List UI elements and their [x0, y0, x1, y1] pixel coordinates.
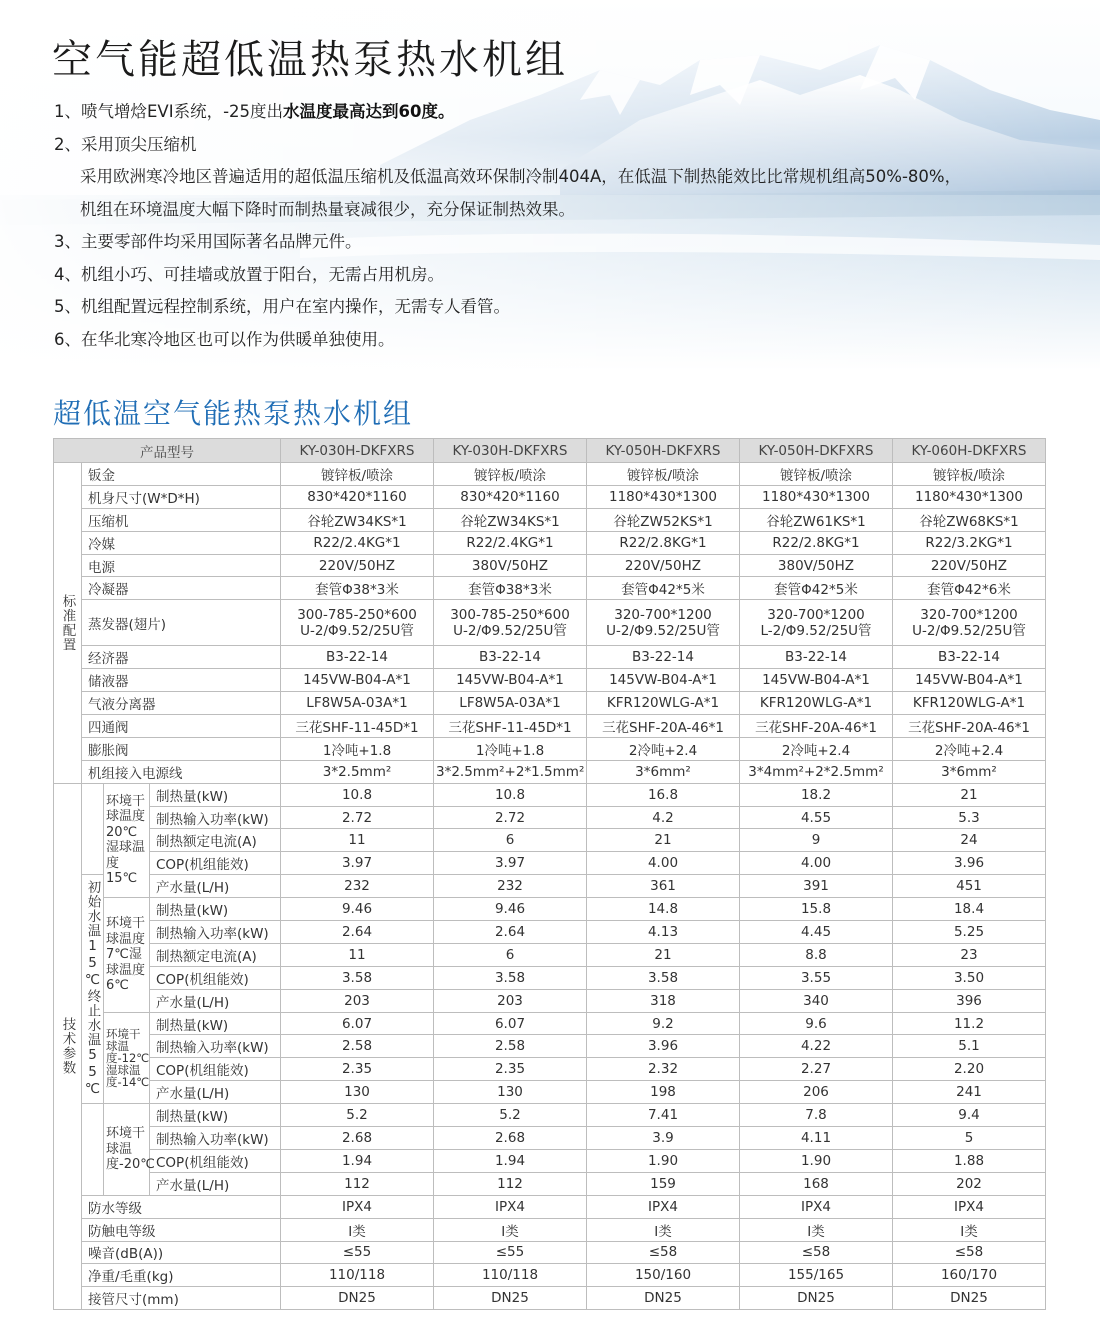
table-cell: 4.45 [740, 921, 893, 944]
feature-item [54, 324, 1094, 357]
table-cell: 谷轮ZW34KS*1 [434, 508, 587, 531]
table-cell: 3*2.5mm²+2*1.5mm² [434, 760, 587, 783]
table-cell: 10.8 [281, 783, 434, 806]
table-cell: 340 [740, 989, 893, 1012]
table-cell: 镀锌板/喷涂 [281, 463, 434, 486]
table-cell: 三花SHF-20A-46*1 [587, 715, 740, 738]
table-row [54, 852, 1046, 875]
table-cell: 套管Φ38*3米 [434, 577, 587, 600]
table-cell: 112 [434, 1172, 587, 1195]
table-cell: 16.8 [587, 783, 740, 806]
table-cell: DN25 [434, 1287, 587, 1310]
table-cell: 3*6mm² [587, 760, 740, 783]
table-cell: 4.11 [740, 1127, 893, 1150]
table-cell: 145VW-B04-A*1 [740, 669, 893, 692]
table-cell: 130 [281, 1081, 434, 1104]
table-cell: 2.35 [281, 1058, 434, 1081]
table-row [54, 1058, 1046, 1081]
table-row [54, 531, 1046, 554]
table-row [54, 439, 1046, 463]
table-row [54, 1264, 1046, 1287]
table-cell: 镀锌板/喷涂 [434, 463, 587, 486]
row-label: 制热输入功率(kW) [150, 1035, 281, 1058]
table-row [54, 577, 1046, 600]
table-cell: R22/3.2KG*1 [893, 531, 1046, 554]
table-cell: 380V/50HZ [434, 554, 587, 577]
table-cell: B3-22-14 [434, 646, 587, 669]
feature-item [54, 129, 1094, 162]
table-row [54, 554, 1046, 577]
table-cell: 套管Φ42*6米 [893, 577, 1046, 600]
table-cell: 396 [893, 989, 1046, 1012]
cell-line: 320-700*1200 [614, 606, 712, 623]
table-cell: DN25 [893, 1287, 1046, 1310]
table-cell: 3.97 [434, 852, 587, 875]
table-cell: 318 [587, 989, 740, 1012]
feature-text: 采用欧洲寒冷地区普遍适用的超低温压缩机及低温高效环保制冷制404A，在低温下制热能效比比常规机组高50%-80%， [80, 167, 962, 186]
section-title: 超低温空气能热泵热水机组 [53, 397, 414, 430]
table-cell: 4.55 [740, 806, 893, 829]
table-cell: 5.2 [434, 1104, 587, 1127]
table-cell: 5.1 [893, 1035, 1046, 1058]
table-cell: R22/2.8KG*1 [740, 531, 893, 554]
table-cell [587, 600, 740, 646]
table-cell: 830*420*1160 [434, 485, 587, 508]
table-cell: 10.8 [434, 783, 587, 806]
row-label: 冷凝器 [82, 577, 281, 600]
table-cell: KFR120WLG-A*1 [893, 692, 1046, 715]
header-label: 产品型号 [54, 439, 281, 463]
table-cell: 4.00 [587, 852, 740, 875]
table-cell: 三花SHF-20A-46*1 [893, 715, 1046, 738]
table-cell: 220V/50HZ [587, 554, 740, 577]
model-header: KY-060H-DKFXRS [893, 439, 1046, 463]
table-row [54, 829, 1046, 852]
table-cell: ≤58 [587, 1241, 740, 1264]
table-cell: 谷轮ZW61KS*1 [740, 508, 893, 531]
row-label: 制热输入功率(kW) [150, 921, 281, 944]
table-cell: 168 [740, 1172, 893, 1195]
table-cell: 9.46 [281, 898, 434, 921]
table-row [54, 1241, 1046, 1264]
table-cell: 谷轮ZW34KS*1 [281, 508, 434, 531]
table-row [54, 737, 1046, 760]
table-cell: R22/2.8KG*1 [587, 531, 740, 554]
table-cell: 145VW-B04-A*1 [434, 669, 587, 692]
table-cell: 110/118 [281, 1264, 434, 1287]
table-cell: 套管Φ42*5米 [587, 577, 740, 600]
table-cell: IPX4 [893, 1195, 1046, 1218]
table-row [54, 875, 1046, 898]
feature-item [54, 259, 1094, 292]
table-row [54, 989, 1046, 1012]
table-cell: 4.22 [740, 1035, 893, 1058]
table-cell: 112 [281, 1172, 434, 1195]
table-cell: 3*4mm²+2*2.5mm² [740, 760, 893, 783]
table-cell: 6.07 [434, 1012, 587, 1035]
feature-text: 机组在环境温度大幅下降时而制热量衰减很少，充分保证制热效果。 [80, 199, 575, 219]
row-label: 制热量(kW) [150, 783, 281, 806]
group-label-standard: 标准配置 [54, 463, 82, 784]
row-label: 制热额定电流(A) [150, 829, 281, 852]
row-label: 制热输入功率(kW) [150, 1127, 281, 1150]
table-cell: 830*420*1160 [281, 485, 434, 508]
table-cell: 145VW-B04-A*1 [587, 669, 740, 692]
table-cell: 241 [893, 1081, 1046, 1104]
table-cell: 1冷吨+1.8 [281, 737, 434, 760]
feature-item [54, 194, 1094, 227]
table-cell: 1.94 [281, 1149, 434, 1172]
table-cell: 11 [281, 943, 434, 966]
table-cell: 三花SHF-11-45D*1 [434, 715, 587, 738]
table-cell [281, 600, 434, 646]
row-label: 四通阀 [82, 715, 281, 738]
row-label: 净重/毛重(kg) [82, 1264, 281, 1287]
table-cell: 9.2 [587, 1012, 740, 1035]
cell-line: 300-785-250*600 [450, 606, 570, 623]
row-label: 钣金 [82, 463, 281, 486]
table-cell: 3.58 [434, 966, 587, 989]
table-cell: 6.07 [281, 1012, 434, 1035]
table-row [54, 806, 1046, 829]
row-label: COP(机组能效) [150, 966, 281, 989]
feature-item [54, 161, 1094, 194]
table-cell: 150/160 [587, 1264, 740, 1287]
table-cell: 2.68 [281, 1127, 434, 1150]
row-label: 电源 [82, 554, 281, 577]
feature-item [54, 96, 1094, 129]
row-label: 制热量(kW) [150, 1104, 281, 1127]
table-cell: 11.2 [893, 1012, 1046, 1035]
model-header: KY-050H-DKFXRS [740, 439, 893, 463]
table-row [54, 1104, 1046, 1127]
model-header: KY-050H-DKFXRS [587, 439, 740, 463]
table-row [54, 1035, 1046, 1058]
table-cell: 5.3 [893, 806, 1046, 829]
row-label: 接管尺寸(mm) [82, 1287, 281, 1310]
feature-item [54, 291, 1094, 324]
feature-highlight: 水温度最高达到60度。 [283, 102, 455, 121]
table-cell: 145VW-B04-A*1 [281, 669, 434, 692]
table-cell: 2冷吨+2.4 [893, 737, 1046, 760]
condition-label: 环境干球温度-20℃ [104, 1104, 150, 1196]
row-label: 储液器 [82, 669, 281, 692]
table-cell: 220V/50HZ [893, 554, 1046, 577]
table-cell: 202 [893, 1172, 1046, 1195]
condition-label: 环境干球温度7℃湿球温度6℃ [104, 898, 150, 1012]
table-cell: B3-22-14 [587, 646, 740, 669]
table-row [54, 1127, 1046, 1150]
table-cell: 2.27 [740, 1058, 893, 1081]
cell-line: U-2/Φ9.52/25U管 [912, 622, 1026, 639]
table-cell: IPX4 [587, 1195, 740, 1218]
table-cell [893, 600, 1046, 646]
table-cell: 3.58 [587, 966, 740, 989]
group-label-tech: 技术参数 [54, 783, 82, 1309]
table-cell: 2.72 [281, 806, 434, 829]
cell-line: L-2/Φ9.52/25U管 [760, 622, 872, 639]
table-cell: 9.46 [434, 898, 587, 921]
condition-label: 环境干球温度-12℃湿球温度-14℃ [104, 1012, 150, 1104]
table-row [54, 1081, 1046, 1104]
table-cell: 9.6 [740, 1012, 893, 1035]
table-cell: 2.35 [434, 1058, 587, 1081]
table-cell: 套管Φ38*3米 [281, 577, 434, 600]
table-cell: 5.25 [893, 921, 1046, 944]
row-label: COP(机组能效) [150, 1058, 281, 1081]
table-cell: LF8W5A-03A*1 [281, 692, 434, 715]
table-cell: 套管Φ42*5米 [740, 577, 893, 600]
table-cell: 镀锌板/喷涂 [893, 463, 1046, 486]
feature-text: 6、在华北寒冷地区也可以作为供暖单独使用。 [54, 329, 395, 349]
table-cell: 9.4 [893, 1104, 1046, 1127]
table-cell: 203 [434, 989, 587, 1012]
row-label: 防水等级 [82, 1195, 281, 1218]
table-row [54, 783, 1046, 806]
table-cell: 1.88 [893, 1149, 1046, 1172]
table-cell: 2.64 [281, 921, 434, 944]
table-cell: 4.00 [740, 852, 893, 875]
row-label: COP(机组能效) [150, 852, 281, 875]
row-label: 经济器 [82, 646, 281, 669]
table-cell: 2.64 [434, 921, 587, 944]
table-cell: 3.96 [587, 1035, 740, 1058]
table-row [54, 1012, 1046, 1035]
feature-text: 5、机组配置远程控制系统，用户在室内操作，无需专人看管。 [54, 297, 510, 316]
table-cell: 三花SHF-11-45D*1 [281, 715, 434, 738]
model-header: KY-030H-DKFXRS [281, 439, 434, 463]
table-cell: 1180*430*1300 [587, 485, 740, 508]
table-row [54, 1287, 1046, 1310]
row-label: 机身尺寸(W*D*H) [82, 485, 281, 508]
table-cell: 15.8 [740, 898, 893, 921]
table-cell: 8.8 [740, 943, 893, 966]
table-cell: 203 [281, 989, 434, 1012]
table-cell: KFR120WLG-A*1 [587, 692, 740, 715]
row-label: 产水量(L/H) [150, 989, 281, 1012]
cell-line: 300-785-250*600 [297, 606, 417, 623]
table-cell: DN25 [587, 1287, 740, 1310]
table-cell: 361 [587, 875, 740, 898]
table-cell: 206 [740, 1081, 893, 1104]
table-row [54, 715, 1046, 738]
table-row [54, 1149, 1046, 1172]
table-cell: R22/2.4KG*1 [281, 531, 434, 554]
cell-line: U-2/Φ9.52/25U管 [453, 622, 567, 639]
cell-line: 320-700*1200 [920, 606, 1018, 623]
table-cell: ≤55 [281, 1241, 434, 1264]
table-cell: KFR120WLG-A*1 [740, 692, 893, 715]
table-cell: 232 [281, 875, 434, 898]
table-cell: 6 [434, 943, 587, 966]
table-cell: 220V/50HZ [281, 554, 434, 577]
table-cell: B3-22-14 [281, 646, 434, 669]
table-row [54, 600, 1046, 646]
table-cell: ≤55 [434, 1241, 587, 1264]
table-row [54, 508, 1046, 531]
table-cell: 谷轮ZW52KS*1 [587, 508, 740, 531]
table-cell: I类 [281, 1218, 434, 1241]
table-cell: 7.41 [587, 1104, 740, 1127]
table-cell: ≤58 [893, 1241, 1046, 1264]
table-cell: 2.20 [893, 1058, 1046, 1081]
table-cell: 451 [893, 875, 1046, 898]
table-cell: 3*2.5mm² [281, 760, 434, 783]
table-row [54, 669, 1046, 692]
row-label: 制热量(kW) [150, 1012, 281, 1035]
water-temp-label: 初始水温15℃终止水温55℃ [82, 875, 104, 1104]
table-cell: 4.13 [587, 921, 740, 944]
table-cell: 155/165 [740, 1264, 893, 1287]
model-header: KY-030H-DKFXRS [434, 439, 587, 463]
table-cell: 3.96 [893, 852, 1046, 875]
table-cell: IPX4 [740, 1195, 893, 1218]
table-cell: 4.2 [587, 806, 740, 829]
table-row [54, 485, 1046, 508]
table-row [54, 921, 1046, 944]
row-label: 制热额定电流(A) [150, 943, 281, 966]
table-cell: 5 [893, 1127, 1046, 1150]
table-cell: 14.8 [587, 898, 740, 921]
row-label: 机组接入电源线 [82, 760, 281, 783]
table-cell: 18.4 [893, 898, 1046, 921]
row-label: 产水量(L/H) [150, 875, 281, 898]
table-cell: LF8W5A-03A*1 [434, 692, 587, 715]
table-cell: 1180*430*1300 [893, 485, 1046, 508]
table-cell: 110/118 [434, 1264, 587, 1287]
row-label: 产水量(L/H) [150, 1172, 281, 1195]
cell-line: U-2/Φ9.52/25U管 [606, 622, 720, 639]
table-cell: 5.2 [281, 1104, 434, 1127]
feature-text: 4、机组小巧、可挂墙或放置于阳台，无需占用机房。 [54, 264, 444, 284]
table-row [54, 1195, 1046, 1218]
row-label: 制热输入功率(kW) [150, 806, 281, 829]
table-cell: 18.2 [740, 783, 893, 806]
row-label: 制热量(kW) [150, 898, 281, 921]
table-cell: 232 [434, 875, 587, 898]
table-cell: 130 [434, 1081, 587, 1104]
row-label: 压缩机 [82, 508, 281, 531]
table-cell: 198 [587, 1081, 740, 1104]
spec-table [53, 438, 1046, 1310]
table-row [54, 898, 1046, 921]
table-cell: I类 [893, 1218, 1046, 1241]
feature-text: 1、喷气增焓EVI系统，-25度出 [54, 102, 284, 121]
table-cell: 2.72 [434, 806, 587, 829]
table-cell: ≤58 [740, 1241, 893, 1264]
table-cell [434, 600, 587, 646]
water-temp-spacer [82, 1104, 104, 1196]
table-cell: 7.8 [740, 1104, 893, 1127]
table-cell: 9 [740, 829, 893, 852]
table-cell: 21 [587, 829, 740, 852]
table-cell: IPX4 [281, 1195, 434, 1218]
table-cell: 3*6mm² [893, 760, 1046, 783]
row-label: COP(机组能效) [150, 1149, 281, 1172]
table-cell: 1.90 [740, 1149, 893, 1172]
table-cell: 2冷吨+2.4 [587, 737, 740, 760]
cell-line: U-2/Φ9.52/25U管 [300, 622, 414, 639]
cell-line: 320-700*1200 [767, 606, 865, 623]
page-title: 空气能超低温热泵热水机组 [52, 37, 568, 83]
table-cell: 6 [434, 829, 587, 852]
table-cell: B3-22-14 [740, 646, 893, 669]
table-cell: 2.58 [434, 1035, 587, 1058]
table-cell: B3-22-14 [893, 646, 1046, 669]
table-cell: IPX4 [434, 1195, 587, 1218]
table-cell: 1.94 [434, 1149, 587, 1172]
table-cell [740, 600, 893, 646]
row-label: 产水量(L/H) [150, 1081, 281, 1104]
condition-label: 环境干球温度20℃湿球温度15℃ [104, 783, 150, 897]
table-cell: 3.58 [281, 966, 434, 989]
table-cell: 159 [587, 1172, 740, 1195]
table-cell: 21 [893, 783, 1046, 806]
table-cell: 21 [587, 943, 740, 966]
feature-list [54, 96, 1094, 356]
table-row [54, 1218, 1046, 1241]
table-cell: 3.9 [587, 1127, 740, 1150]
table-cell: I类 [740, 1218, 893, 1241]
feature-item [54, 226, 1094, 259]
table-cell: 3.55 [740, 966, 893, 989]
table-cell: 3.97 [281, 852, 434, 875]
table-cell: 镀锌板/喷涂 [740, 463, 893, 486]
table-cell: DN25 [281, 1287, 434, 1310]
row-label: 膨胀阀 [82, 737, 281, 760]
table-row [54, 646, 1046, 669]
table-cell: 23 [893, 943, 1046, 966]
table-cell: 11 [281, 829, 434, 852]
table-cell: 145VW-B04-A*1 [893, 669, 1046, 692]
table-cell: I类 [587, 1218, 740, 1241]
row-label: 冷媒 [82, 531, 281, 554]
table-row [54, 966, 1046, 989]
table-cell: 380V/50HZ [740, 554, 893, 577]
table-cell: 3.50 [893, 966, 1046, 989]
table-cell: I类 [434, 1218, 587, 1241]
table-cell: 2.32 [587, 1058, 740, 1081]
table-cell: R22/2.4KG*1 [434, 531, 587, 554]
water-temp-spacer [82, 783, 104, 875]
table-cell: 谷轮ZW68KS*1 [893, 508, 1046, 531]
feature-text: 3、主要零部件均采用国际著名品牌元件。 [54, 232, 362, 251]
table-cell: 1冷吨+1.8 [434, 737, 587, 760]
table-row [54, 463, 1046, 486]
table-cell: 2冷吨+2.4 [740, 737, 893, 760]
table-cell: 160/170 [893, 1264, 1046, 1287]
table-cell: 三花SHF-20A-46*1 [740, 715, 893, 738]
table-cell: 391 [740, 875, 893, 898]
table-cell: 24 [893, 829, 1046, 852]
table-cell: 2.58 [281, 1035, 434, 1058]
table-cell: 1180*430*1300 [740, 485, 893, 508]
table-row [54, 943, 1046, 966]
table-row [54, 760, 1046, 783]
feature-text: 2、采用顶尖压缩机 [54, 134, 197, 154]
row-label: 噪音(dB(A)) [82, 1241, 281, 1264]
table-cell: 1.90 [587, 1149, 740, 1172]
row-label: 防触电等级 [82, 1218, 281, 1241]
table-row [54, 1172, 1046, 1195]
table-cell: 2.68 [434, 1127, 587, 1150]
table-row [54, 692, 1046, 715]
row-label: 蒸发器(翅片) [82, 600, 281, 646]
row-label: 气液分离器 [82, 692, 281, 715]
table-cell: DN25 [740, 1287, 893, 1310]
table-cell: 镀锌板/喷涂 [587, 463, 740, 486]
